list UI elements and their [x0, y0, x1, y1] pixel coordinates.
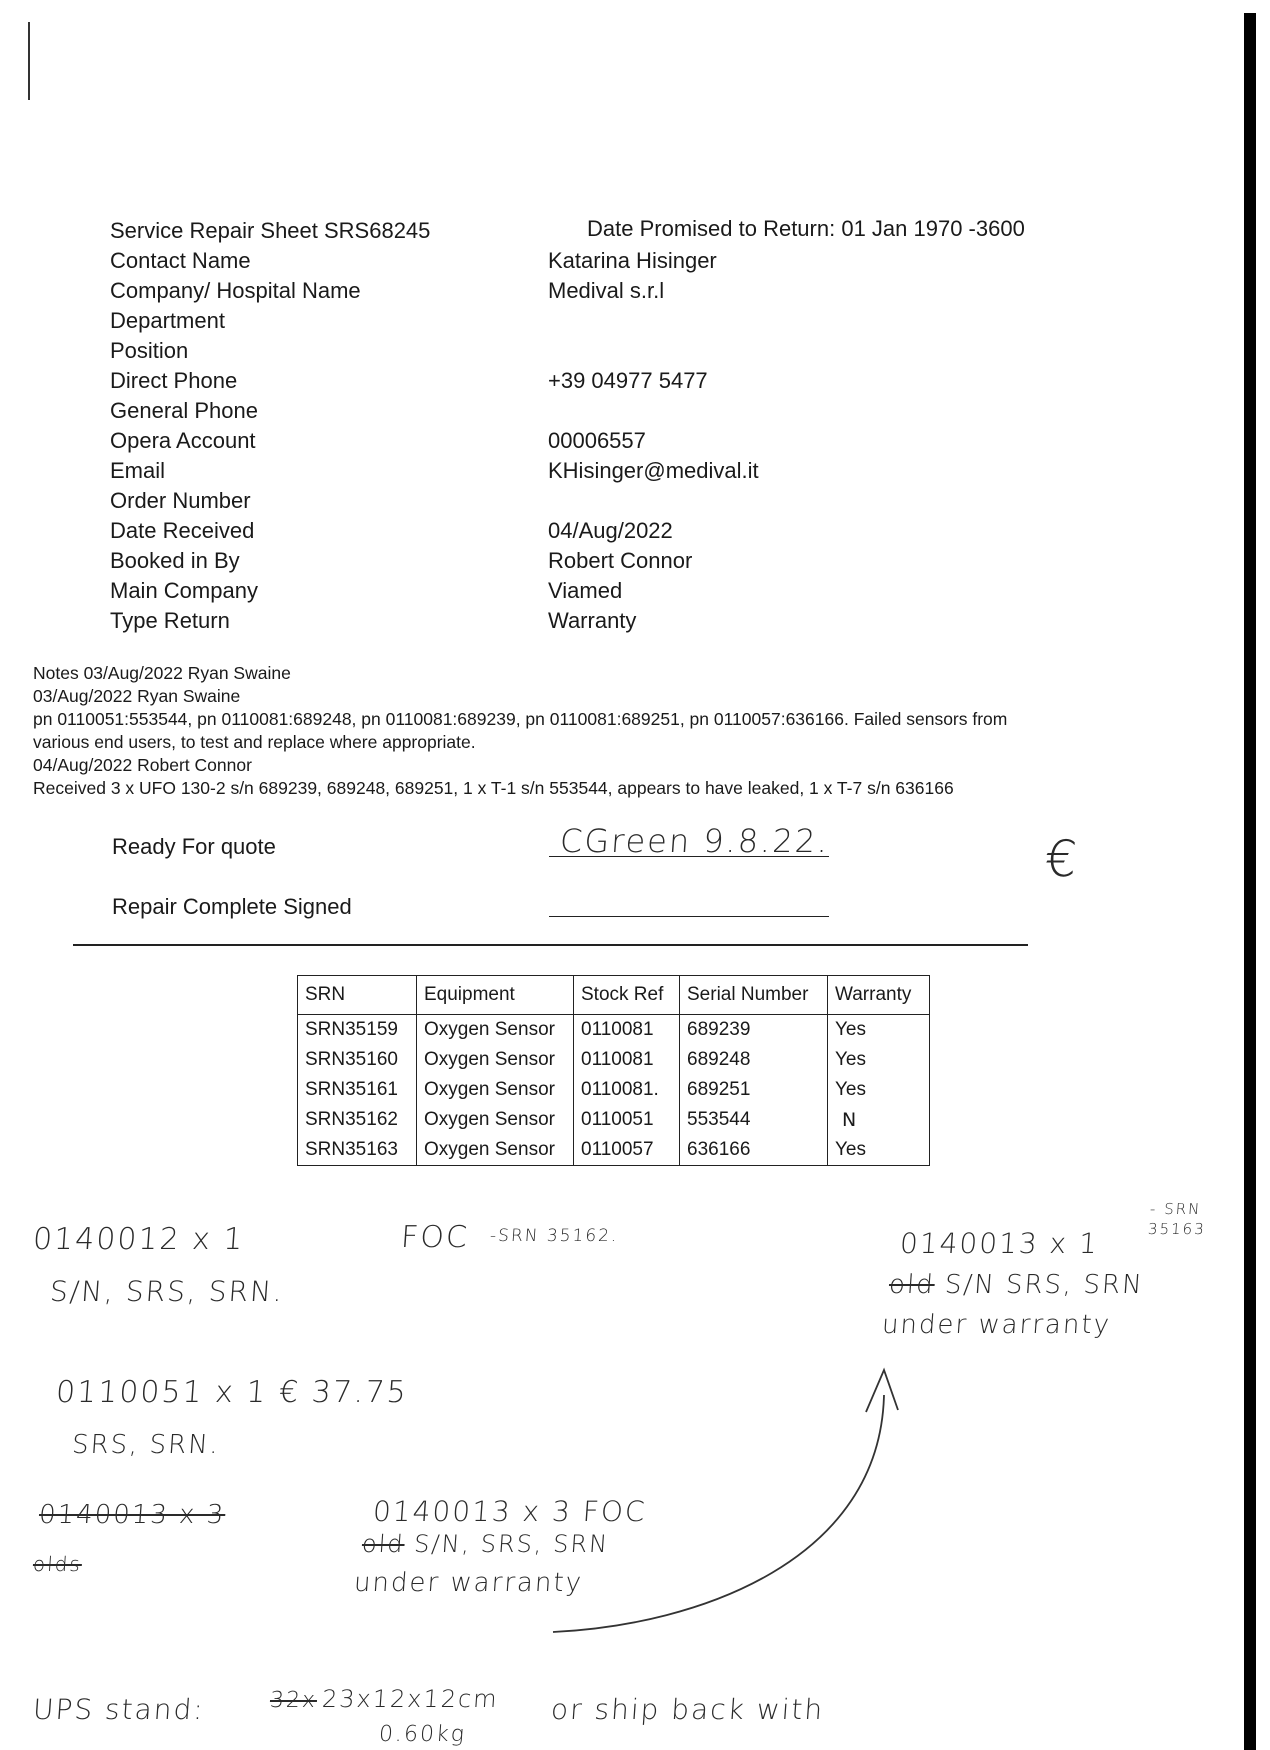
table-cell: Oxygen Sensor	[417, 1015, 574, 1046]
field-value: KHisinger@medival.it	[548, 458, 759, 483]
hw-line: 23x12x12cm	[321, 1685, 500, 1713]
table-cell: Yes	[828, 1045, 930, 1075]
column-header: Warranty	[828, 976, 930, 1015]
table-cell: SRN35159	[298, 1015, 417, 1046]
hw-line: UPS stand:	[31, 1693, 206, 1726]
table-cell: SRN35162	[298, 1105, 417, 1135]
field-value: +39 04977 5477	[548, 368, 708, 393]
table-cell: 689251	[680, 1075, 828, 1105]
note-line: Notes 03/Aug/2022 Ryan Swaine	[33, 663, 291, 683]
table-cell: 0110081	[574, 1045, 680, 1075]
field-value: Medival s.r.l	[548, 278, 665, 303]
hw-line: 0140012 x 1	[31, 1222, 246, 1257]
repair-complete-label: Repair Complete Signed	[112, 894, 352, 919]
hw-struck: 0140013 x 3	[37, 1500, 227, 1530]
euro-mark: €	[1042, 830, 1081, 888]
field-value: Robert Connor	[548, 548, 693, 573]
hw-struck: old	[887, 1270, 936, 1300]
column-header: Serial Number	[680, 976, 828, 1015]
field-label: Department	[110, 308, 225, 333]
hw-struck: old	[361, 1530, 406, 1558]
table-cell: Yes	[828, 1135, 930, 1166]
field-label: Booked in By	[110, 548, 240, 573]
hw-struck: 32x	[269, 1688, 318, 1713]
hw-line: under warranty	[352, 1568, 585, 1598]
field-value: Viamed	[548, 578, 623, 603]
field-label: Position	[110, 338, 189, 363]
field-label: General Phone	[110, 398, 258, 423]
hw-line: 0.60kg	[378, 1722, 467, 1747]
table-cell: Oxygen Sensor	[417, 1105, 574, 1135]
column-header: SRN	[298, 976, 417, 1015]
table-cell: SRN35163	[298, 1135, 417, 1166]
table-cell: 0110081.	[574, 1075, 680, 1105]
table-cell: 0110051	[574, 1105, 680, 1135]
hw-line: 35163	[1147, 1220, 1207, 1238]
field-label: Order Number	[110, 488, 251, 513]
table-cell: Oxygen Sensor	[417, 1135, 574, 1166]
column-header: Equipment	[417, 976, 574, 1015]
hw-line: S/N, SRS, SRN.	[48, 1275, 285, 1308]
hw-line: SRS, SRN.	[70, 1430, 221, 1460]
note-line: 03/Aug/2022 Ryan Swaine	[33, 686, 241, 706]
table-cell: SRN35161	[298, 1075, 417, 1105]
field-label: Type Return	[110, 608, 230, 633]
hw-line: S/N SRS, SRN	[943, 1270, 1145, 1300]
table-cell: 689248	[680, 1045, 828, 1075]
note-line: pn 0110051:553544, pn 0110081:689248, pn 0110081:689239, pn 0110081:689251, pn 0110057:636166. Failed sensors from	[33, 709, 1008, 729]
field-label: Opera Account	[110, 428, 256, 453]
table-cell: SRN35160	[298, 1045, 417, 1075]
field-label: Direct Phone	[110, 368, 238, 393]
field-label: Email	[110, 458, 166, 483]
ready-signature: CGreen 9.8.22.	[558, 822, 831, 860]
ready-for-quote-label: Ready For quote	[112, 834, 276, 859]
field-label: Contact Name	[110, 248, 251, 273]
hw-line: -SRN 35162.	[489, 1226, 620, 1246]
table-cell: 689239	[680, 1015, 828, 1046]
hw-line: or ship back with	[549, 1693, 826, 1726]
column-header: Stock Ref	[574, 976, 680, 1015]
table-cell: Oxygen Sensor	[417, 1075, 574, 1105]
note-line: Received 3 x UFO 130-2 s/n 689239, 689248, 689251, 1 x T-1 s/n 553544, appears to have leaked, 1 x T-7 s/n 636166	[33, 778, 954, 798]
table-cell: Yes	[828, 1015, 930, 1046]
table-cell: N	[828, 1105, 930, 1135]
table-cell: 636166	[680, 1135, 828, 1166]
hw-line: 0110051 x 1 € 37.75	[54, 1375, 409, 1410]
hw-line: under warranty	[880, 1310, 1113, 1340]
hw-line: - SRN	[1149, 1200, 1202, 1218]
note-line: various end users, to test and replace where appropriate.	[33, 732, 476, 752]
table-cell: Yes	[828, 1075, 930, 1105]
sheet-title: Service Repair Sheet SRS68245	[110, 218, 431, 243]
hw-line: 0140013 x 1	[898, 1227, 1101, 1260]
hw-line: FOC	[399, 1220, 471, 1255]
table-cell: Oxygen Sensor	[417, 1045, 574, 1075]
table-cell: 553544	[680, 1105, 828, 1135]
hw-struck: olds	[32, 1552, 83, 1576]
field-value: 00006557	[548, 428, 646, 453]
field-label: Company/ Hospital Name	[110, 278, 361, 303]
table-cell: 0110081	[574, 1015, 680, 1046]
field-label: Date Received	[110, 518, 255, 543]
field-label: Main Company	[110, 578, 258, 603]
field-value: Katarina Hisinger	[548, 248, 717, 273]
hw-line: S/N, SRS, SRN	[413, 1530, 611, 1558]
field-value: Warranty	[548, 608, 637, 633]
table-cell: 0110057	[574, 1135, 680, 1166]
hw-line: 0140013 x 3 FOC	[371, 1495, 648, 1528]
date-promised: Date Promised to Return: 01 Jan 1970 -3600	[587, 216, 1025, 241]
field-value: 04/Aug/2022	[548, 518, 673, 543]
note-line: 04/Aug/2022 Robert Connor	[33, 755, 252, 775]
